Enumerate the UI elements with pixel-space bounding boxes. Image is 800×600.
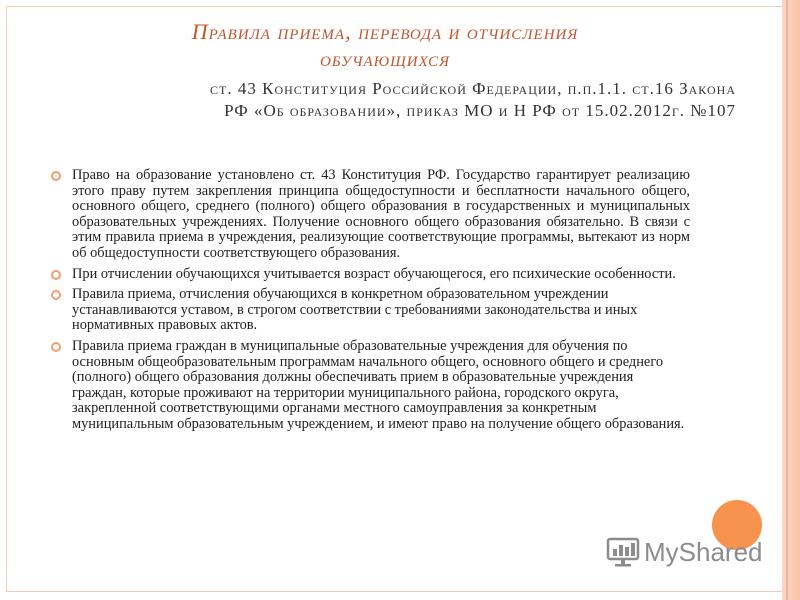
myshared-logo-icon bbox=[606, 537, 640, 567]
bullet-text: Правила приема граждан в муниципальные образовательные учреждения для обучения по основным общеобразовательным программам начального общего, основного общего и среднего (полного) общего образования должны обеспечивать прием в образовательные учреждения граждан, которые проживают на территории муниципального района, городского округа, закрепленной соответствующими органами местного самоуправления за конкретным муниципальным образовательным учреждением, и имеют право на получение общего образования. bbox=[72, 337, 685, 432]
title-line-2: обучающихся bbox=[319, 46, 451, 71]
bullet-text: Правила приема, отчисления обучающихся в конкретном образовательном учреждении устанавливаются уставом, в строгом соответствии с требованиями законодательства и иных нормативных правовых актов. bbox=[72, 286, 638, 334]
myshared-logo-text: MyShared bbox=[644, 536, 763, 567]
bullet-ring-icon bbox=[51, 171, 61, 181]
bullet-text: При отчислении обучающихся учитывается возраст обучающегося, его психические особенности. bbox=[72, 265, 676, 282]
subtitle-line-2: РФ «Об образовании», приказ МО и Н РФ от 15.02.2012г. №107 bbox=[224, 101, 736, 120]
decorative-side-band bbox=[782, 0, 800, 600]
bullet-item bbox=[50, 267, 690, 283]
decorative-side-line bbox=[786, 0, 788, 600]
bullet-item bbox=[50, 168, 690, 262]
bullet-ring-icon bbox=[51, 290, 61, 300]
bullet-ring-icon bbox=[51, 270, 61, 280]
subtitle-line-1: ст. 43 Конституция Российской Федерации, п.п.1.1. ст.16 Закона bbox=[210, 79, 736, 98]
bullet-item bbox=[50, 339, 690, 433]
slide-subtitle bbox=[40, 78, 736, 122]
bullet-list bbox=[50, 168, 690, 438]
title-line-1: Правила приема, перевода и отчисления bbox=[191, 19, 579, 44]
bullet-text: Право на образование установлено ст. 43 Конституция РФ. Государство гарантирует реализацию этого праву путем закрепления принципа общедоступности и бесплатности начального общего, основного общего, среднего (полного) общего образования в государственных и муниципальных образовательных учреждениях. Получение основного общего образования обязательно. В связи с этим правила приема в учреждения, реализующие соответствующие программы, вытекают из норм об общедоступности соответствующего образования. bbox=[72, 167, 690, 261]
bullet-item bbox=[50, 287, 690, 334]
bullet-ring-icon bbox=[51, 342, 61, 352]
myshared-watermark bbox=[606, 536, 763, 568]
slide-title bbox=[40, 18, 730, 72]
